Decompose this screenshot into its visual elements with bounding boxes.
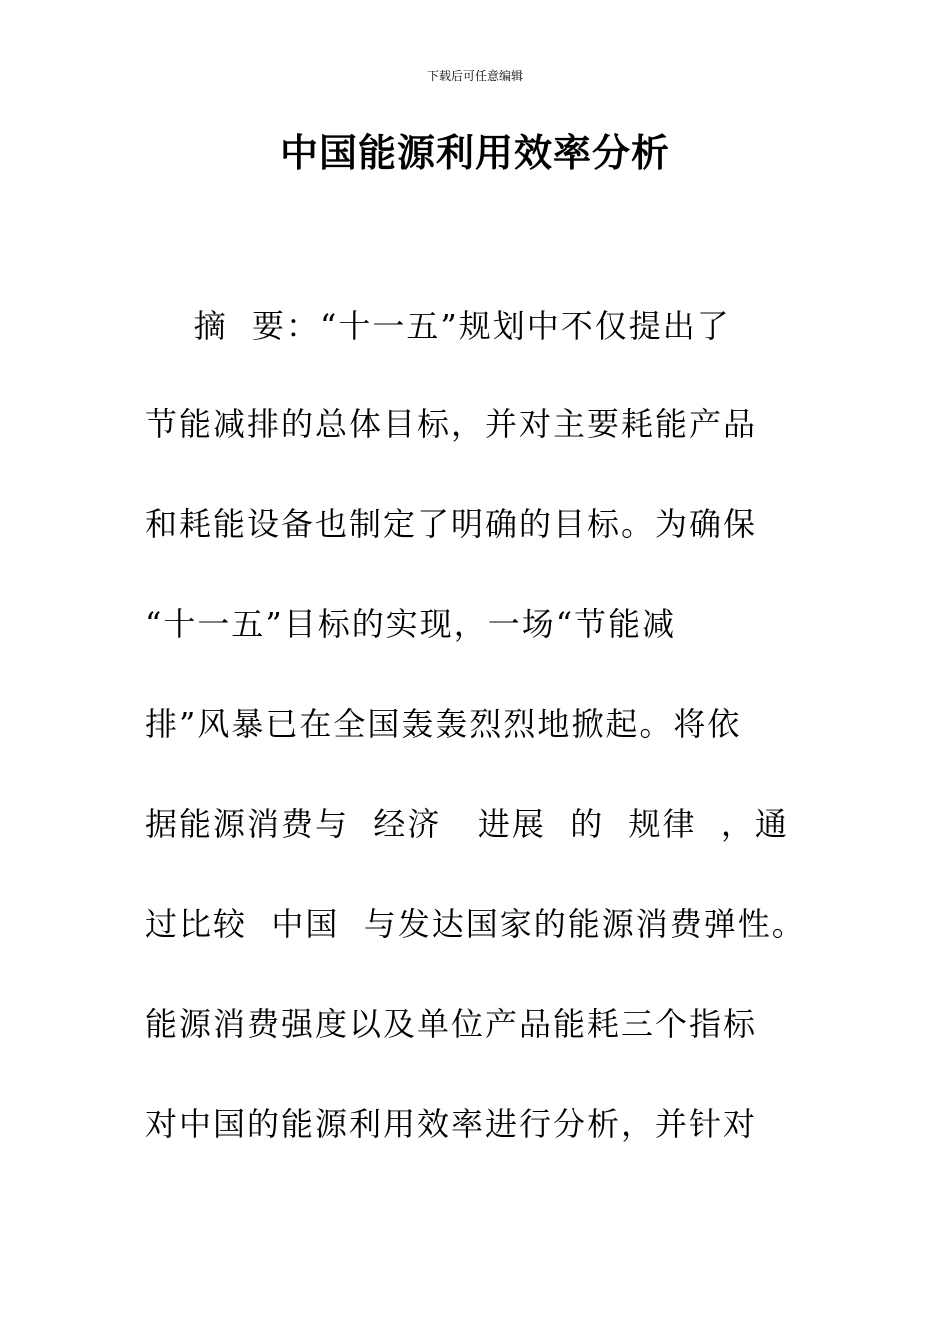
abstract-line: “十一五”目标的实现，一场“节能减	[145, 605, 677, 643]
abstract-line: 摘 要：“十一五”规划中不仅提出了	[145, 307, 731, 345]
download-note: 下载后可任意编辑	[426, 69, 523, 83]
abstract-line: 节能减排的总体目标，并对主要耗能产品	[145, 405, 758, 443]
abstract-line: 过比较 中国 与发达国家的能源消费弹性。	[145, 905, 806, 943]
abstract-line: 据能源消费与 经济 进展 的 规律 ，通	[145, 805, 789, 843]
document-title: 中国能源利用效率分析	[279, 131, 670, 175]
abstract-line: 排”风暴已在全国轰轰烈烈地掀起。将依	[145, 705, 742, 743]
abstract-line: 和耗能设备也制定了明确的目标。为确保	[145, 505, 758, 543]
abstract-line: 能源消费强度以及单位产品能耗三个指标	[145, 1005, 758, 1043]
abstract-line: 对中国的能源利用效率进行分析，并针对	[145, 1105, 758, 1143]
